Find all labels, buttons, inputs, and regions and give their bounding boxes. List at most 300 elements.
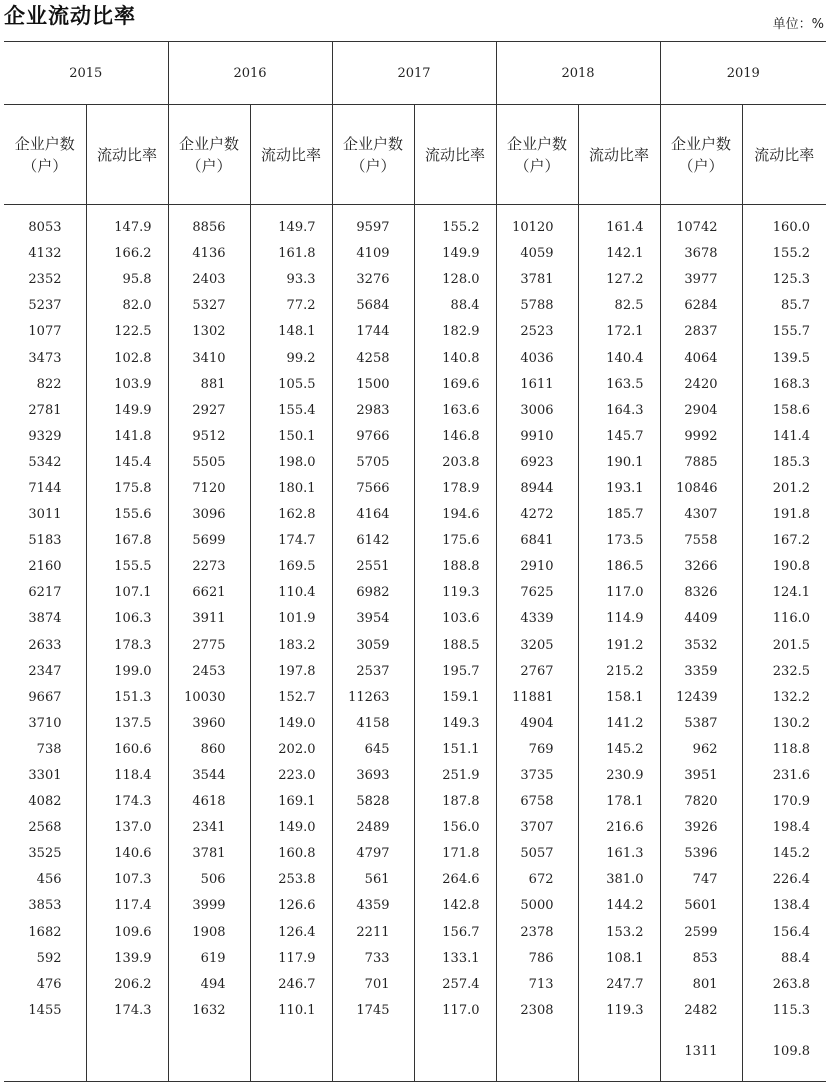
ratio-cell: 139.5 — [742, 345, 826, 371]
ratio-cell: 155.6 — [86, 502, 168, 528]
count-cell: 1611 — [496, 372, 578, 398]
spacer-cell — [660, 205, 742, 216]
ratio-cell: 230.9 — [578, 763, 660, 789]
count-cell: 3359 — [660, 659, 742, 685]
ratio-cell: 103.6 — [414, 606, 496, 632]
ratio-cell: 216.6 — [578, 815, 660, 841]
count-cell: 3410 — [168, 345, 250, 371]
ratio-cell: 149.3 — [414, 711, 496, 737]
ratio-cell: 133.1 — [414, 946, 496, 972]
ratio-cell: 149.9 — [86, 398, 168, 424]
spacer-cell — [86, 205, 168, 216]
count-cell: 2378 — [496, 920, 578, 946]
ratio-cell: 178.1 — [578, 789, 660, 815]
ratio-cell: 155.4 — [250, 398, 332, 424]
count-cell: 7144 — [28, 480, 62, 496]
spacer-cell — [414, 205, 496, 216]
ratio-cell: 146.8 — [414, 424, 496, 450]
ratio-cell: 118.4 — [86, 763, 168, 789]
count-header-2015 — [4, 105, 86, 205]
ratio-cell: 257.4 — [414, 972, 496, 998]
ratio-cell: 145.2 — [742, 841, 826, 867]
count-cell: 1682 — [28, 924, 62, 940]
count-cell: 5000 — [496, 893, 578, 919]
count-cell: 619 — [168, 946, 250, 972]
ratio-cell: 381.0 — [578, 867, 660, 893]
ratio-cell: 153.2 — [578, 920, 660, 946]
table-row — [4, 215, 826, 241]
count-cell: 853 — [660, 946, 742, 972]
table-row — [4, 789, 826, 815]
count-cell: 3276 — [332, 267, 414, 293]
count-cell: 3960 — [168, 711, 250, 737]
ratio-cell: 190.8 — [742, 554, 826, 580]
ratio-cell: 263.8 — [742, 972, 826, 998]
sub-header-row — [4, 105, 826, 205]
ratio-cell: 161.4 — [578, 215, 660, 241]
count-cell: 4064 — [660, 345, 742, 371]
count-cell: 881 — [168, 372, 250, 398]
ratio-cell: 232.5 — [742, 659, 826, 685]
count-cell: 2341 — [168, 815, 250, 841]
ratio-cell: 185.3 — [742, 450, 826, 476]
table-row — [4, 659, 826, 685]
count-cell: 4109 — [332, 241, 414, 267]
ratio-cell: 150.1 — [250, 424, 332, 450]
ratio-cell: 119.3 — [414, 580, 496, 606]
count-cell: 8053 — [28, 220, 62, 236]
ratio-cell: 149.0 — [250, 815, 332, 841]
count-cell: 6621 — [168, 580, 250, 606]
count-cell: 2537 — [332, 659, 414, 685]
ratio-header-2015: 流动比率 — [86, 105, 168, 205]
year-header-2019: 2019 — [660, 42, 826, 105]
ratio-cell: 246.7 — [250, 972, 332, 998]
ratio-cell: 126.4 — [250, 920, 332, 946]
ratio-cell: 117.0 — [414, 998, 496, 1024]
ratio-cell: 132.2 — [742, 685, 826, 711]
count-cell: 3266 — [660, 554, 742, 580]
ratio-cell: 253.8 — [250, 867, 332, 893]
ratio-cell: 145.2 — [578, 737, 660, 763]
ratio-cell: 251.9 — [414, 763, 496, 789]
spacer-row — [4, 205, 826, 216]
count-cell: 3710 — [28, 715, 62, 731]
count-cell: 6217 — [28, 585, 62, 601]
ratio-cell: 183.2 — [250, 633, 332, 659]
count-cell: 1500 — [332, 372, 414, 398]
ratio-cell: 124.1 — [742, 580, 826, 606]
table-row — [4, 293, 826, 319]
count-cell: 9992 — [660, 424, 742, 450]
table-row — [4, 946, 826, 972]
count-cell: 4618 — [168, 789, 250, 815]
ratio-cell: 231.6 — [742, 763, 826, 789]
unit-label: 单位：% — [772, 17, 824, 32]
count-cell: 713 — [496, 972, 578, 998]
ratio-cell: 109.8 — [742, 1024, 826, 1082]
ratio-cell: 118.8 — [742, 737, 826, 763]
count-cell: 5327 — [168, 293, 250, 319]
ratio-cell: 198.0 — [250, 450, 332, 476]
count-cell: 7566 — [332, 476, 414, 502]
ratio-cell: 167.2 — [742, 528, 826, 554]
count-cell: 4059 — [496, 241, 578, 267]
ratio-cell: 202.0 — [250, 737, 332, 763]
count-cell: 645 — [332, 737, 414, 763]
count-header-unit: （户） — [514, 156, 560, 175]
ratio-cell: 99.2 — [250, 345, 332, 371]
ratio-cell: 141.4 — [742, 424, 826, 450]
ratio-cell: 160.8 — [250, 841, 332, 867]
count-cell: 6982 — [332, 580, 414, 606]
count-cell: 3951 — [660, 763, 742, 789]
count-cell: 2347 — [28, 663, 62, 679]
count-header-label: 企业户数 — [14, 134, 75, 153]
count-cell: 476 — [36, 976, 62, 992]
count-cell: 4797 — [332, 841, 414, 867]
table-row — [4, 998, 826, 1024]
count-header-label: 企业户数 — [178, 134, 239, 153]
ratio-cell: 178.9 — [414, 476, 496, 502]
ratio-cell: 168.3 — [742, 372, 826, 398]
ratio-cell: 82.5 — [578, 293, 660, 319]
ratio-cell: 141.2 — [578, 711, 660, 737]
count-cell: 5828 — [332, 789, 414, 815]
ratio-cell: 160.0 — [742, 215, 826, 241]
count-cell: 2352 — [28, 272, 62, 288]
count-cell: 2775 — [168, 633, 250, 659]
ratio-header-2019: 流动比率 — [742, 105, 826, 205]
spacer-cell — [250, 205, 332, 216]
ratio-header-2018: 流动比率 — [578, 105, 660, 205]
ratio-cell: 167.8 — [86, 528, 168, 554]
count-cell: 3532 — [660, 633, 742, 659]
count-cell: 4082 — [28, 794, 62, 810]
ratio-cell: 149.9 — [414, 241, 496, 267]
count-cell: 5237 — [28, 298, 62, 314]
ratio-cell: 164.3 — [578, 398, 660, 424]
table-row — [4, 319, 826, 345]
ratio-cell: 193.1 — [578, 476, 660, 502]
spacer-cell — [4, 205, 86, 216]
table-row — [4, 606, 826, 632]
count-cell: 801 — [660, 972, 742, 998]
count-cell: 5396 — [660, 841, 742, 867]
count-cell: 786 — [496, 946, 578, 972]
ratio-cell: 110.1 — [250, 998, 332, 1024]
count-header-unit: （户） — [350, 156, 396, 175]
year-header-2016: 2016 — [168, 42, 332, 105]
ratio-cell: 199.0 — [86, 659, 168, 685]
count-cell: 3874 — [28, 611, 62, 627]
ratio-cell: 142.8 — [414, 893, 496, 919]
count-cell: 4158 — [332, 711, 414, 737]
count-cell: 9329 — [28, 428, 62, 444]
count-cell: 2904 — [660, 398, 742, 424]
year-header-row — [4, 42, 826, 105]
count-cell: 1455 — [28, 1002, 62, 1018]
count-header-2018 — [496, 105, 578, 205]
ratio-cell: 156.7 — [414, 920, 496, 946]
ratio-cell: 247.7 — [578, 972, 660, 998]
ratio-cell: 169.6 — [414, 372, 496, 398]
ratio-cell: 152.7 — [250, 685, 332, 711]
ratio-cell: 126.6 — [250, 893, 332, 919]
count-cell: 4258 — [332, 345, 414, 371]
count-cell: 1302 — [168, 319, 250, 345]
ratio-cell: 110.4 — [250, 580, 332, 606]
count-cell: 2403 — [168, 267, 250, 293]
count-cell: 1744 — [332, 319, 414, 345]
ratio-cell: 106.3 — [86, 606, 168, 632]
ratio-cell: 160.6 — [86, 737, 168, 763]
ratio-cell: 145.7 — [578, 424, 660, 450]
count-cell: 3781 — [168, 841, 250, 867]
count-cell: 3525 — [28, 846, 62, 862]
ratio-header-2016: 流动比率 — [250, 105, 332, 205]
count-header-label: 企业户数 — [342, 134, 403, 153]
count-cell: 2781 — [28, 402, 62, 418]
count-cell: 494 — [168, 972, 250, 998]
count-cell: 4339 — [496, 606, 578, 632]
ratio-cell: 119.3 — [578, 998, 660, 1024]
count-cell: 6284 — [660, 293, 742, 319]
count-cell: 2453 — [168, 659, 250, 685]
ratio-cell: 182.9 — [414, 319, 496, 345]
table-row — [4, 711, 826, 737]
ratio-cell: 174.3 — [86, 789, 168, 815]
ratio-cell: 82.0 — [86, 293, 168, 319]
count-cell: 592 — [36, 950, 62, 966]
table-row — [4, 920, 826, 946]
count-cell: 3977 — [660, 267, 742, 293]
ratio-cell — [414, 1024, 496, 1082]
table-row — [4, 580, 826, 606]
count-cell: 9512 — [168, 424, 250, 450]
count-cell: 769 — [496, 737, 578, 763]
count-cell: 456 — [36, 872, 62, 888]
count-cell: 3301 — [28, 768, 62, 784]
count-cell: 6841 — [496, 528, 578, 554]
table-body — [4, 205, 826, 1082]
count-cell: 4132 — [28, 246, 62, 262]
ratio-cell: 163.5 — [578, 372, 660, 398]
ratio-cell: 127.2 — [578, 267, 660, 293]
ratio-cell: 155.2 — [414, 215, 496, 241]
ratio-cell: 108.1 — [578, 946, 660, 972]
table-row — [4, 476, 826, 502]
count-cell: 672 — [496, 867, 578, 893]
table-row — [4, 424, 826, 450]
table-row — [4, 841, 826, 867]
count-cell: 860 — [168, 737, 250, 763]
ratio-cell: 141.8 — [86, 424, 168, 450]
ratio-cell: 103.9 — [86, 372, 168, 398]
current-ratio-table — [4, 41, 826, 1082]
count-cell: 2420 — [660, 372, 742, 398]
count-cell: 4904 — [496, 711, 578, 737]
ratio-cell — [250, 1024, 332, 1082]
table-row — [4, 528, 826, 554]
count-cell: 9910 — [496, 424, 578, 450]
count-cell: 738 — [36, 741, 62, 757]
ratio-cell: 117.9 — [250, 946, 332, 972]
ratio-cell: 174.3 — [86, 998, 168, 1024]
table-row — [4, 554, 826, 580]
count-header-unit: （户） — [22, 156, 68, 175]
count-cell: 11263 — [332, 685, 414, 711]
count-cell: 4307 — [660, 502, 742, 528]
count-cell: 10846 — [660, 476, 742, 502]
spacer-cell — [578, 205, 660, 216]
count-cell: 5705 — [332, 450, 414, 476]
ratio-cell: 178.3 — [86, 633, 168, 659]
ratio-cell: 215.2 — [578, 659, 660, 685]
ratio-cell: 114.9 — [578, 606, 660, 632]
ratio-cell: 191.2 — [578, 633, 660, 659]
ratio-cell: 105.5 — [250, 372, 332, 398]
count-cell: 561 — [332, 867, 414, 893]
count-cell: 5601 — [660, 893, 742, 919]
ratio-cell: 95.8 — [86, 267, 168, 293]
count-cell: 4036 — [496, 345, 578, 371]
count-cell: 3707 — [496, 815, 578, 841]
ratio-cell: 163.6 — [414, 398, 496, 424]
ratio-cell — [86, 1024, 168, 1082]
count-cell: 7885 — [660, 450, 742, 476]
ratio-cell: 195.7 — [414, 659, 496, 685]
ratio-cell: 190.1 — [578, 450, 660, 476]
ratio-cell: 116.0 — [742, 606, 826, 632]
ratio-cell: 198.4 — [742, 815, 826, 841]
ratio-cell: 147.9 — [86, 215, 168, 241]
ratio-cell: 173.5 — [578, 528, 660, 554]
count-header-unit: （户） — [186, 156, 232, 175]
ratio-cell: 93.3 — [250, 267, 332, 293]
count-cell: 8856 — [168, 215, 250, 241]
count-cell: 4272 — [496, 502, 578, 528]
count-cell: 5057 — [496, 841, 578, 867]
count-cell — [496, 1024, 578, 1082]
ratio-cell: 115.3 — [742, 998, 826, 1024]
count-cell: 2308 — [496, 998, 578, 1024]
table-row — [4, 972, 826, 998]
ratio-cell: 148.1 — [250, 319, 332, 345]
count-cell: 1632 — [168, 998, 250, 1024]
ratio-cell: 188.8 — [414, 554, 496, 580]
count-header-2019 — [660, 105, 742, 205]
count-cell: 7625 — [496, 580, 578, 606]
count-cell: 2551 — [332, 554, 414, 580]
count-cell: 8326 — [660, 580, 742, 606]
count-cell: 12439 — [660, 685, 742, 711]
spacer-cell — [332, 205, 414, 216]
year-header-2015: 2015 — [4, 42, 168, 105]
ratio-cell: 125.3 — [742, 267, 826, 293]
ratio-cell: 140.4 — [578, 345, 660, 371]
ratio-cell: 162.8 — [250, 502, 332, 528]
ratio-cell: 155.2 — [742, 241, 826, 267]
spacer-cell — [496, 205, 578, 216]
table-row — [4, 815, 826, 841]
ratio-cell: 194.6 — [414, 502, 496, 528]
table-row — [4, 893, 826, 919]
ratio-cell: 159.1 — [414, 685, 496, 711]
ratio-cell: 161.8 — [250, 241, 332, 267]
count-cell: 3999 — [168, 893, 250, 919]
ratio-cell: 130.2 — [742, 711, 826, 737]
ratio-header-2017: 流动比率 — [414, 105, 496, 205]
table-row — [4, 633, 826, 659]
ratio-cell: 149.7 — [250, 215, 332, 241]
ratio-cell: 226.4 — [742, 867, 826, 893]
count-cell — [168, 1024, 250, 1082]
count-cell: 7558 — [660, 528, 742, 554]
table-row — [4, 1024, 826, 1082]
ratio-cell: 151.3 — [86, 685, 168, 711]
ratio-cell: 169.5 — [250, 554, 332, 580]
count-cell: 6758 — [496, 789, 578, 815]
ratio-cell: 107.3 — [86, 867, 168, 893]
table-row — [4, 398, 826, 424]
ratio-cell: 223.0 — [250, 763, 332, 789]
count-cell: 2910 — [496, 554, 578, 580]
count-cell: 3473 — [28, 350, 62, 366]
ratio-cell: 77.2 — [250, 293, 332, 319]
page-title: 企业流动比率 — [4, 4, 136, 28]
ratio-cell: 151.1 — [414, 737, 496, 763]
count-cell: 2983 — [332, 398, 414, 424]
count-cell: 11881 — [496, 685, 578, 711]
count-cell: 3059 — [332, 633, 414, 659]
ratio-cell: 140.6 — [86, 841, 168, 867]
count-header-unit: （户） — [678, 156, 724, 175]
ratio-cell: 158.6 — [742, 398, 826, 424]
count-header-2016 — [168, 105, 250, 205]
count-cell: 3006 — [496, 398, 578, 424]
ratio-cell: 149.0 — [250, 711, 332, 737]
ratio-cell: 137.0 — [86, 815, 168, 841]
count-cell: 2927 — [168, 398, 250, 424]
table-row — [4, 345, 826, 371]
table-row — [4, 502, 826, 528]
ratio-cell: 107.1 — [86, 580, 168, 606]
table-row — [4, 267, 826, 293]
count-cell: 4164 — [332, 502, 414, 528]
count-cell: 701 — [332, 972, 414, 998]
ratio-cell: 172.1 — [578, 319, 660, 345]
count-cell: 3678 — [660, 241, 742, 267]
ratio-cell: 144.2 — [578, 893, 660, 919]
count-cell: 7820 — [660, 789, 742, 815]
count-cell: 2767 — [496, 659, 578, 685]
ratio-cell: 117.0 — [578, 580, 660, 606]
count-cell: 6142 — [332, 528, 414, 554]
count-cell: 3011 — [28, 507, 62, 523]
count-cell: 733 — [332, 946, 414, 972]
ratio-cell: 166.2 — [86, 241, 168, 267]
count-cell: 5342 — [28, 454, 62, 470]
table-row — [4, 372, 826, 398]
count-cell: 2599 — [660, 920, 742, 946]
ratio-cell: 155.5 — [86, 554, 168, 580]
count-cell: 3735 — [496, 763, 578, 789]
ratio-cell: 156.0 — [414, 815, 496, 841]
year-header-2018: 2018 — [496, 42, 660, 105]
count-cell: 2482 — [660, 998, 742, 1024]
ratio-cell: 188.5 — [414, 633, 496, 659]
